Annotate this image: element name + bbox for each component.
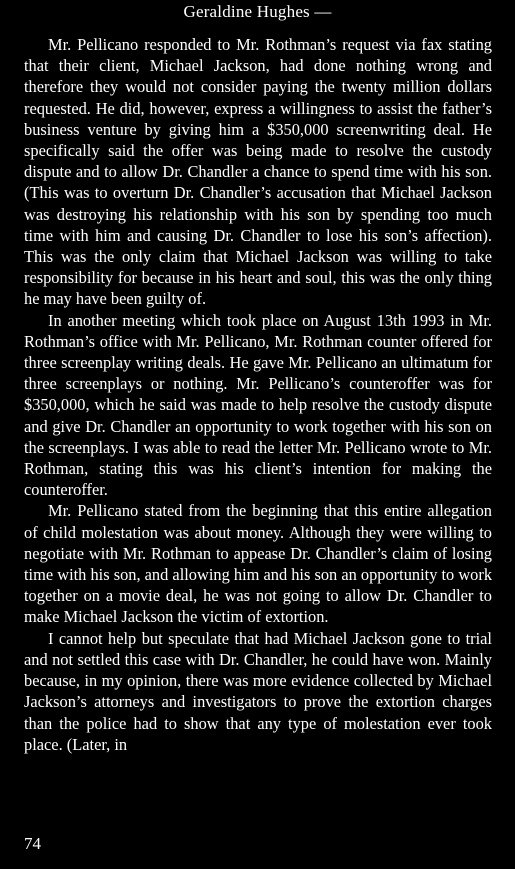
paragraph: I cannot help but speculate that had Michael Jackson gone to trial and not settled this case with Dr. Chandler, he could have won. Mainly because, in my opinion, there was more evidence collected by Michael Jackson’s attorneys and investigators to prove the extortion charges than the police had to show that any type of molestation ever took place. (Later, in (24, 628, 492, 754)
paragraph: Mr. Pellicano responded to Mr. Rothman’s request via fax stating that their client, Michael Jackson, had done nothing wrong and therefore they would not consider paying the twenty million dollars requested. He did, however, express a willingness to assist the father’s business venture by giving him a $350,000 screenwriting deal. He specifically said the offer was being made to resolve the custody dispute and to allow Dr. Chandler a chance to spend time with his son. (This was to overturn Dr. Chandler’s accusation that Michael Jackson was destroying his relationship with his son by spending too much time with him and causing Dr. Chandler to lose his son’s affection). This was the only claim that Michael Jackson was willing to take responsibility for because in his heart and soul, this was the only thing he may have been guilty of. (24, 35, 492, 309)
running-head: Geraldine Hughes — (183, 2, 332, 21)
body-text (24, 34, 492, 755)
paragraph: In another meeting which took place on August 13th 1993 in Mr. Rothman’s office with Mr. Pellicano, Mr. Rothman counter offered for three screenplay writing deals. He gave Mr. Pellicano an ultimatum for three screenplays or nothing. Mr. Pellicano’s counteroffer was for $350,000, which he said was made to help resolve the custody dispute and give Dr. Chandler an opportunity to work together with his son on the screenplays. I was able to read the letter Mr. Pellicano wrote to Mr. Rothman, stating this was his client’s intention for making the counteroffer. (24, 310, 492, 500)
page-number: 74 (24, 834, 41, 853)
paragraph: Mr. Pellicano stated from the beginning that this entire allegation of child molestation was about money. Although they were willing to negotiate with Mr. Rothman to appease Dr. Chandler’s claim of losing time with his son, and allowing him and his son an opportunity to work together on a movie deal, he was not going to allow Dr. Chandler to make Michael Jackson the victim of extortion. (24, 501, 493, 627)
